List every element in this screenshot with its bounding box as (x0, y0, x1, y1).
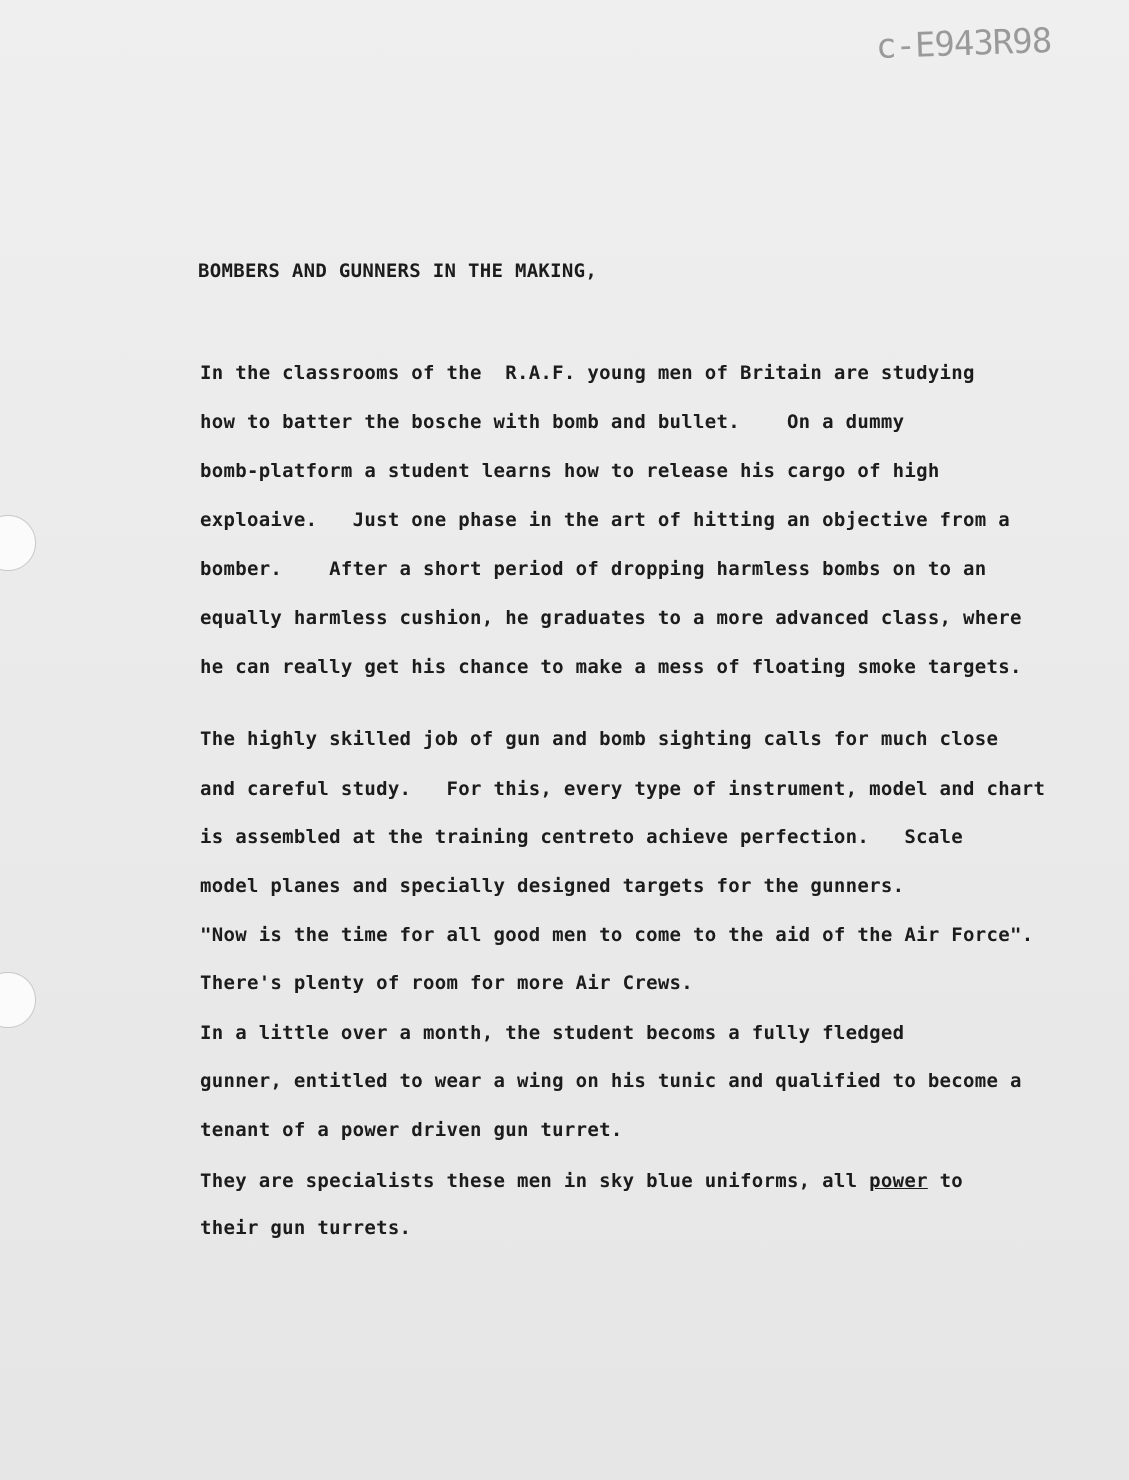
text-line: equally harmless cushion, he graduates to a more advanced class, where (200, 607, 1022, 629)
text-line (200, 1170, 963, 1192)
text-line: is assembled at the training centreto achieve perfection. Scale (200, 826, 964, 848)
text-line: "Now is the time for all good men to come to the aid of the Air Force". (200, 924, 1034, 946)
text-segment: to (927, 1170, 964, 1192)
archive-reference-number: c-E943R98 (875, 20, 1052, 68)
underlined-word: power (869, 1170, 928, 1192)
punch-hole (0, 972, 36, 1028)
text-line: In a little over a month, the student becoms a fully fledged (200, 1022, 905, 1044)
text-line: he can really get his chance to make a mess of floating smoke targets. (200, 656, 1022, 678)
document-title: BOMBERS AND GUNNERS IN THE MAKING, (198, 260, 598, 282)
text-line: model planes and specially designed targets for the gunners. (200, 875, 905, 897)
text-line: tenant of a power driven gun turret. (200, 1119, 623, 1141)
text-line: bomber. After a short period of dropping harmless bombs on to an (200, 558, 987, 580)
text-segment: They are specialists these men in sky blue uniforms, all (200, 1170, 870, 1192)
text-line: exploaive. Just one phase in the art of hitting an objective from a (200, 509, 1010, 531)
text-line: bomb-platform a student learns how to release his cargo of high (200, 460, 940, 482)
text-line: The highly skilled job of gun and bomb sighting calls for much close (200, 728, 999, 750)
text-line: their gun turrets. (200, 1217, 412, 1239)
punch-hole (0, 515, 36, 571)
text-line: and careful study. For this, every type of instrument, model and chart (200, 778, 1046, 800)
text-line: In the classrooms of the R.A.F. young men of Britain are studying (200, 362, 975, 384)
text-line: gunner, entitled to wear a wing on his tunic and qualified to become a (200, 1070, 1022, 1092)
text-line: There's plenty of room for more Air Crews. (200, 972, 694, 994)
text-line: how to batter the bosche with bomb and bullet. On a dummy (200, 411, 905, 433)
